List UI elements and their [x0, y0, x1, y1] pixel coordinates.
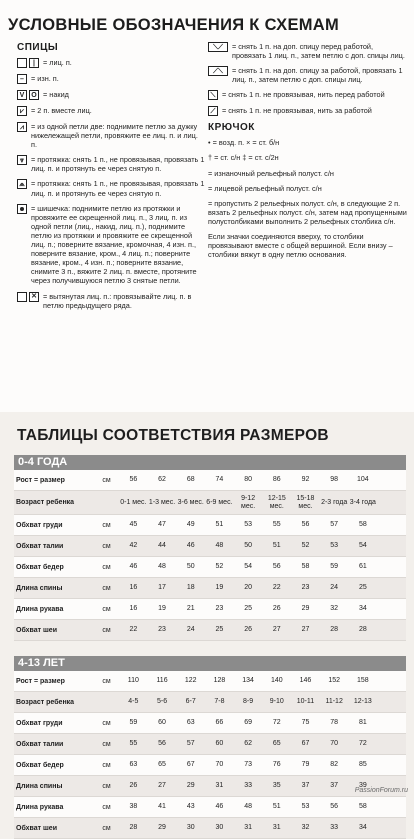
table-cell: 55 [272, 521, 281, 528]
table-cell: 76 [272, 761, 281, 768]
row-unit: см [102, 677, 111, 685]
legend-needles-column [17, 42, 205, 316]
legend-item [17, 204, 205, 286]
size-table [14, 656, 380, 839]
table-cell: 59 [330, 563, 339, 570]
needles-heading: СПИЦЫ [17, 42, 59, 53]
legend-item [17, 122, 205, 149]
symbol-icon: V [17, 90, 27, 100]
row-label: Обхват бедер [16, 563, 64, 571]
table-cell: 10-11 [296, 698, 315, 705]
table-row [14, 578, 406, 599]
table-cell: 65 [158, 761, 166, 768]
legend-symbol [208, 66, 228, 76]
legend-text: = снять 1 п. на доп. спицу за работой, провязать 1 лиц. п., затем петлю с доп. спицы лиц. [232, 66, 403, 85]
table-heading: 4-13 ЛЕТ [14, 656, 406, 671]
row-unit: см [102, 476, 111, 484]
table-cell: 25 [244, 605, 252, 612]
row-unit: см [102, 584, 111, 592]
legend-text: = протяжка: снять 1 п., не провязывая, провязать 1 лиц. п. и протянуть ее через снятую п. [31, 155, 205, 174]
legend-symbol [208, 106, 218, 116]
table-cell: 42 [129, 542, 138, 549]
legend-item [208, 90, 408, 100]
watermark: PassionForum.ru [354, 787, 408, 794]
table-cell: 72 [358, 740, 367, 747]
table-cell: 16 [129, 584, 138, 591]
table-cell: 110 [127, 677, 139, 684]
table-cell: 19 [158, 605, 166, 612]
table-row [14, 692, 406, 713]
table-row [14, 713, 406, 734]
table-cell: 56 [272, 563, 281, 570]
legend-text: = шишечка: поднимите петлю из протяжки и провяжите ее скрещенной лиц. п., 3 лиц. п. из одной петли (лиц., накид, лиц. п.), поднимите петлю из протяжки и провяжите ее скрещенной лиц. п.; поверните вязание, кромочная, 4 изн. п., поверните вязание, кром., 4 лиц. п.; поверните вязание, кром., 4 изн. п.; поверните вязание, снимите 3 п., вяжите 2 лиц. п. вместе, протяните через получившуюся петлю 3 снятые петли. [31, 203, 197, 286]
table-cell: 68 [186, 476, 195, 483]
table-cell: 51 [272, 542, 281, 549]
legend-item [208, 42, 408, 60]
table-cell: 54 [358, 542, 367, 549]
table-cell: 3-4 года [349, 498, 376, 506]
table-cell: 56 [330, 803, 339, 810]
table-cell: 128 [213, 677, 226, 684]
table-cell: 26 [129, 782, 138, 789]
row-label: Рост = размер [16, 476, 65, 484]
table-cell: 85 [358, 761, 367, 768]
row-unit: см [102, 824, 111, 832]
table-cell: 50 [244, 542, 252, 549]
table-cell: 8-9 [243, 698, 254, 705]
table-cell: 12-15 мес. [267, 494, 286, 510]
table-cell: 21 [186, 605, 195, 612]
legend-item [17, 292, 205, 310]
table-cell: 29 [186, 782, 195, 789]
row-label: Возраст ребенка [16, 698, 75, 706]
table-cell: 60 [158, 719, 166, 726]
table-cell: 92 [301, 476, 310, 483]
legend-item [208, 153, 408, 162]
table-cell: 12-13 [353, 698, 372, 705]
row-unit: см [102, 563, 111, 571]
table-cell: 26 [244, 626, 252, 633]
legend-symbol [208, 42, 228, 52]
legend-text: = 2 п. вместе лиц. [31, 106, 92, 115]
table-cell: 17 [158, 584, 166, 591]
row-unit: см [102, 719, 111, 727]
table-cell: 28 [129, 824, 138, 831]
table-cell: 98 [330, 476, 339, 483]
table-cell: 60 [215, 740, 224, 747]
table-cell: 50 [186, 563, 195, 570]
table-cell: 158 [357, 677, 369, 684]
table-cell: 46 [129, 563, 138, 570]
legend-text: = снять 1 п. не провязывая, нить перед работой [222, 90, 385, 100]
table-cell: 79 [301, 761, 310, 768]
legend-item [17, 74, 205, 84]
table-cell: 0-1 мес. [120, 498, 147, 506]
table-cell: 20 [244, 584, 252, 591]
table-cell: 53 [244, 521, 252, 528]
table-cell: 72 [272, 719, 281, 726]
table-cell: 47 [158, 521, 166, 528]
symbol-icon: | [29, 58, 39, 68]
table-cell: 4-5 [128, 698, 139, 705]
table-cell: 29 [158, 824, 166, 831]
table-row [14, 755, 406, 776]
symbol-icon: ⩗ [17, 106, 27, 116]
table-cell: 33 [330, 824, 339, 831]
table-cell: 67 [301, 740, 310, 747]
table-cell: 27 [301, 626, 310, 633]
table-cell: 22 [272, 584, 281, 591]
table-cell: 67 [186, 761, 195, 768]
table-cell: 80 [244, 476, 252, 483]
symbol-icon: O [29, 90, 39, 100]
table-cell: 31 [272, 824, 281, 831]
table-cell: 57 [186, 740, 195, 747]
legend-item [208, 106, 408, 116]
table-cell: 63 [129, 761, 138, 768]
table-cell: 56 [129, 476, 138, 483]
table-cell: 104 [357, 476, 369, 483]
table-cell: 122 [184, 677, 197, 684]
legend-item [208, 184, 408, 193]
row-unit: см [102, 803, 111, 811]
table-cell: 41 [158, 803, 166, 810]
table-cell: 2-3 года [321, 498, 348, 506]
legend-symbol [208, 90, 218, 100]
row-unit: см [102, 782, 111, 790]
table-cell: 19 [215, 584, 224, 591]
table-row [14, 734, 406, 755]
row-label: Длина спины [16, 584, 63, 592]
table-cell: 30 [215, 824, 224, 831]
symbol-icon [17, 292, 27, 302]
table-cell: 27 [158, 782, 166, 789]
symbol-icon: – [17, 74, 27, 84]
symbol-icon [17, 58, 27, 68]
table-cell: 48 [215, 542, 224, 549]
table-cell: 70 [330, 740, 339, 747]
table-cell: 134 [242, 677, 254, 684]
row-label: Обхват талии [16, 542, 64, 550]
table-row [14, 491, 406, 515]
symbol-icon [17, 204, 27, 214]
row-label: Рост = размер [16, 677, 65, 685]
table-cell: 75 [301, 719, 310, 726]
table-cell: 34 [358, 605, 367, 612]
table-cell: 23 [301, 584, 310, 591]
table-cell: 22 [129, 626, 138, 633]
legend-text: = накид [43, 90, 69, 99]
table-cell: 24 [330, 584, 339, 591]
table-cell: 25 [358, 584, 367, 591]
legend-symbol [17, 292, 39, 302]
table-cell: 81 [358, 719, 367, 726]
legend-card [0, 0, 414, 412]
legend-text: = изн. п. [31, 74, 59, 83]
table-cell: 63 [186, 719, 195, 726]
row-label: Обхват шеи [16, 626, 57, 634]
table-cell: 73 [244, 761, 252, 768]
table-row [14, 515, 406, 536]
legend-item [17, 90, 205, 100]
table-cell: 46 [215, 803, 224, 810]
table-cell: 152 [328, 677, 340, 684]
legend-text: = изнаночный рельефный полуст. с/н [208, 168, 334, 178]
table-cell: 146 [299, 677, 312, 684]
legend-text: Если значки соединяются вверху, то столбики провязывают вместе с общей вершиной. Если внизу – столбики вяжут в одну петлю основания. [208, 232, 393, 260]
legend-text: • = возд. п. × = ст. б/н [208, 138, 280, 148]
table-cell: 51 [215, 521, 224, 528]
crochet-heading: КРЮЧОК [208, 122, 255, 134]
table-cell: 59 [129, 719, 138, 726]
table-cell: 55 [129, 740, 138, 747]
legend-title: УСЛОВНЫЕ ОБОЗНАЧЕНИЯ К СХЕМАМ [8, 16, 340, 34]
table-cell: 54 [244, 563, 252, 570]
table-cell: 49 [186, 521, 195, 528]
table-cell: 57 [330, 521, 339, 528]
legend-item [17, 106, 205, 116]
table-cell: 66 [215, 719, 224, 726]
legend-text: = протяжка: снять 1 п., не провязывая, провязать 1 лиц. п. и протянуть ее через снятую п. [31, 179, 205, 198]
table-cell: 28 [330, 626, 339, 633]
legend-item [208, 169, 408, 178]
legend-text: † = ст. с/н ‡ = ст. с/2н [208, 153, 279, 163]
symbol-icon: ⩘ [17, 122, 27, 132]
table-row [14, 818, 406, 839]
table-cell: 53 [301, 803, 310, 810]
table-cell: 23 [215, 605, 224, 612]
row-label: Длина спины [16, 782, 63, 790]
legend-symbol [17, 106, 27, 116]
table-cell: 37 [301, 782, 310, 789]
symbol-icon: ⩕ [17, 179, 27, 189]
symbol-icon: ⟍⟋ [208, 42, 228, 52]
table-cell: 45 [129, 521, 138, 528]
row-label: Обхват шеи [16, 824, 57, 832]
row-unit: см [102, 521, 111, 529]
table-cell: 52 [215, 563, 224, 570]
table-cell: 82 [330, 761, 339, 768]
table-cell: 1-3 мес. [148, 498, 176, 506]
table-cell: 11-12 [325, 698, 343, 705]
table-cell: 43 [186, 803, 195, 810]
row-label: Возраст ребенка [16, 499, 75, 506]
table-cell: 53 [330, 542, 339, 549]
table-row [14, 470, 406, 491]
row-unit: см [102, 761, 111, 769]
table-cell: 9-10 [269, 698, 284, 705]
row-label: Длина рукава [16, 803, 64, 811]
legend-right-column [208, 42, 408, 265]
table-cell: 56 [158, 740, 166, 747]
table-heading: 0-4 ГОДА [14, 455, 406, 470]
legend-symbol [17, 90, 39, 100]
table-cell: 39 [358, 782, 367, 789]
table-cell: 18 [186, 584, 195, 591]
table-cell: 32 [330, 605, 339, 612]
table-cell: 15-18 мес. [296, 494, 315, 510]
table-cell: 62 [244, 740, 252, 747]
needles-list [17, 58, 205, 310]
legend-item [208, 138, 408, 147]
table-cell: 37 [330, 782, 339, 789]
table-cell: 65 [272, 740, 281, 747]
table-cell: 31 [215, 782, 224, 789]
table-cell: 27 [272, 626, 281, 633]
table-cell: 51 [272, 803, 281, 810]
size-table [14, 455, 380, 641]
table-cell: 52 [301, 542, 310, 549]
row-label: Обхват груди [16, 521, 63, 529]
row-label: Обхват талии [16, 740, 64, 748]
row-label: Обхват бедер [16, 761, 64, 769]
table-cell: 61 [358, 563, 367, 570]
table-cell: 35 [272, 782, 281, 789]
table-row [14, 599, 406, 620]
legend-item [17, 155, 205, 173]
symbol-icon: ⟋⟍ [208, 66, 228, 76]
table-row [14, 557, 406, 578]
legend-text: = вытянутая лиц. п.: провязывайте лиц. п. в петлю предыдущего ряда. [43, 291, 192, 310]
symbol-icon: ⩔ [17, 155, 27, 165]
row-unit: см [102, 626, 111, 634]
legend-symbol [17, 179, 27, 189]
symbol-icon: ⟍ [208, 90, 218, 100]
legend-item [208, 66, 408, 84]
legend-symbol [17, 122, 27, 132]
symbol-icon: ⟋ [208, 106, 218, 116]
cable-symbols-list [208, 42, 408, 116]
legend-item [17, 179, 205, 197]
table-cell: 24 [186, 626, 195, 633]
table-cell: 26 [272, 605, 281, 612]
table-cell: 29 [301, 605, 310, 612]
legend-text: = снять 1 п. не провязывая, нить за работой [222, 106, 372, 116]
table-row [14, 671, 406, 692]
table-cell: 116 [156, 677, 168, 684]
size-tables-title: ТАБЛИЦЫ СООТВЕТСТВИЯ РАЗМЕРОВ [17, 427, 329, 444]
table-cell: 7-8 [214, 698, 225, 705]
table-cell: 56 [301, 521, 310, 528]
table-cell: 9-12 мес. [241, 494, 256, 510]
table-cell: 28 [358, 626, 367, 633]
table-cell: 58 [358, 803, 367, 810]
row-label: Обхват груди [16, 719, 63, 727]
table-cell: 140 [270, 677, 283, 684]
symbol-icon: ✕ [29, 292, 39, 302]
table-cell: 30 [186, 824, 195, 831]
table-row [14, 776, 406, 797]
table-cell: 34 [358, 824, 367, 831]
table-cell: 62 [158, 476, 166, 483]
table-row [14, 620, 406, 641]
table-cell: 44 [158, 542, 166, 549]
table-cell: 69 [244, 719, 252, 726]
table-row [14, 536, 406, 557]
row-unit: см [102, 542, 111, 550]
legend-item [17, 58, 205, 68]
table-cell: 74 [215, 476, 224, 483]
legend-symbol [17, 74, 27, 84]
legend-text: = лиц. п. [43, 58, 72, 67]
table-cell: 58 [358, 521, 367, 528]
table-cell: 3-6 мес. [177, 498, 204, 506]
table-cell: 58 [301, 563, 310, 570]
legend-text: = лицевой рельефный полуст. с/н [208, 183, 322, 193]
table-cell: 86 [272, 476, 281, 483]
row-label: Длина рукава [16, 605, 64, 613]
legend-item [208, 232, 408, 259]
table-cell: 16 [129, 605, 138, 612]
legend-symbol [17, 58, 39, 68]
legend-text: = из одной петли две: поднимите петлю за дужку нижележащей петли, провяжите ее лиц. п. и лиц. п. [31, 122, 198, 150]
table-cell: 48 [244, 803, 252, 810]
table-cell: 25 [215, 626, 224, 633]
table-cell: 23 [158, 626, 166, 633]
table-cell: 48 [158, 563, 166, 570]
legend-text: = пропустить 2 рельефных полуст. с/н, в следующие 2 п. вязать 2 рельефных полуст. с/н, затем над пропущенными полустолбиками выполнить 2 рельефных столбика с/н. [208, 198, 407, 226]
table-row [14, 797, 406, 818]
table-cell: 6-9 мес. [206, 498, 233, 506]
table-cell: 33 [244, 782, 252, 789]
legend-symbol [17, 155, 27, 165]
table-cell: 78 [330, 719, 339, 726]
table-cell: 31 [244, 824, 252, 831]
legend-text: = снять 1 п. на доп. спицу перед работой, провязать 1 лиц. п., затем петлю с доп. спицы лиц. [232, 42, 405, 61]
table-cell: 38 [129, 803, 138, 810]
legend-item [208, 199, 408, 226]
row-unit: см [102, 740, 111, 748]
table-cell: 70 [215, 761, 224, 768]
table-cell: 6-7 [185, 698, 196, 705]
table-cell: 32 [301, 824, 310, 831]
legend-symbol [17, 204, 27, 214]
crochet-list [208, 138, 408, 259]
table-cell: 46 [186, 542, 195, 549]
row-unit: см [102, 605, 111, 613]
table-cell: 5-6 [156, 698, 168, 705]
